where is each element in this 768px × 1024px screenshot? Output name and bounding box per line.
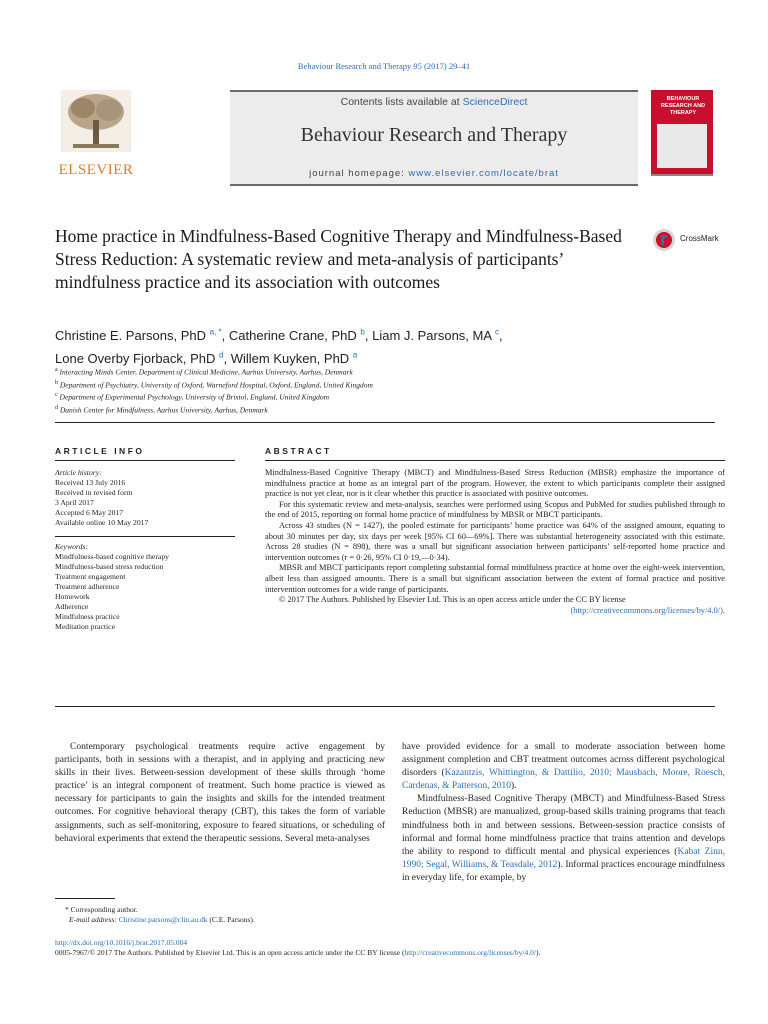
keyword: Meditation practice [55,622,115,631]
crossmark-icon [652,228,676,252]
journal-banner [230,90,638,186]
homepage-line [230,168,638,179]
homepage-prefix: journal homepage: [309,168,405,179]
footnote-rule [55,898,115,899]
abstract-bottom-rule [55,706,715,707]
doi-footer [55,938,715,958]
author[interactable]: Lone Overby Fjorback, PhD $^d$, [55,350,231,366]
keyword: Homework [55,592,90,601]
article-title: Home practice in Mindfulness-Based Cognitive Therapy and Mindfulness-Based Stress Reduction: A systematic review and meta-analysis of participants’ mindfulness practice and its association with outcomes [55,226,622,292]
elsevier-tree-icon [61,90,131,152]
footnote [55,905,355,925]
crossmark-label: CrossMark [680,234,719,243]
abstract-paragraph: Across 43 studies (N = 1427), the pooled estimate for participants’ home practice was 64% of the assigned amount, equating to about 30 minutes per day, six days per week [95% CI 60—69%]. There was substantial heterogeneity associated with this estimate. Across 28 studies (N = 898), there was a small but significant association between participants’ self-reported home practice and intervention outcomes (r = 0·26, 95% CI 0·19,—0·34). [265,520,725,562]
email-link[interactable]: Christine.parsons@clin.au.dk [118,915,208,924]
crossmark-badge[interactable] [652,228,732,258]
doi-link[interactable]: http://dx.doi.org/10.1016/j.brat.2017.05.004 [55,938,188,947]
affiliation: $^d$ Danish Center for Mindfulness, Aarhus University, Aarhus, Denmark [55,404,268,414]
abstract-paragraph: MBSR and MBCT participants report completing substantial formal mindfulness practice at home over the eight-week intervention, albeit less than assigned amounts. There is a small but significant association between the extent of formal practice and positive intervention outcomes for a wide range of participants. [265,563,725,594]
citation-link[interactable]: Kabat Zinn, 1990; Segal, Williams, & Teasdale, 2012 [402,846,725,870]
body-paragraph: Mindfulness-Based Cognitive Therapy (MBCT) and Mindfulness-Based Stress Reduction (MBSR) are manualized, group-based skills training programs that teach mindfulness both in and between sessions. Between-session practice consists of informal and formal home mindfulness practice that trains attention and develops the ability to respond to difficult mental and physical experiences (Kabat Zinn, 1990; Segal, Williams, & Teasdale, 2012). Informal practices encourage mindfulness in everyday life, for example, by [402,794,725,883]
abstract-paragraph: For this systematic review and meta-analysis, searches were performed using Scopus and PubMed for studies published through to the end of 2015, reporting on formal home practice of mindfulness by MBSR or MBCT participants. [265,499,725,520]
keyword: Mindfulness-based stress reduction [55,562,164,571]
body-paragraph: have provided evidence for a small to moderate association between home assignment completion and CBT treatment outcomes across different psychological disorders (Kazantzis, Whittington, & Dattilio, 2010; Mausbach, Moore, Roesch, Cardenas, & Patterson, 2010). [402,742,725,792]
author[interactable]: Christine E. Parsons, PhD $^{a, *}$, [55,328,229,344]
article-info [55,468,225,632]
author[interactable]: Liam J. Parsons, MA $^c$, [372,328,503,344]
info-divider [55,536,235,537]
contents-line [230,96,638,108]
license-link-line [265,606,725,617]
history-item: Received 13 July 2016 [55,478,126,487]
keyword: Mindfulness practice [55,612,120,621]
footer-license-link[interactable]: http://creativecommons.org/licenses/by/4.0/ [404,948,536,957]
keyword: Treatment adherence [55,582,120,591]
affiliation: $^c$ Department of Experimental Psychology, University of Bristol, England, United Kingdom [55,392,330,402]
journal-masthead [55,90,713,186]
affiliation-marker[interactable]: a [352,350,358,360]
history-item: Available online 10 May 2017 [55,518,149,527]
affiliation-marker[interactable]: c [494,328,499,337]
body-column-left [55,741,385,846]
journal-title: Behaviour Research and Therapy [300,124,568,146]
email-line: E-mail address: Christine.parsons@clin.au.dk (C.E. Parsons). [69,915,255,924]
citation-link[interactable]: Kazantzis, Whittington, & Dattilio, 2010; Mausbach, Moore, Roesch, Cardenas, & Patterson, 2010 [402,768,725,792]
affiliation-list [55,365,695,415]
keywords-label: Keywords: [55,542,89,551]
header-rule [55,422,715,423]
keyword: Treatment engagement [55,572,126,581]
history-label: Article history: [55,468,102,477]
info-rule [55,460,235,461]
keyword: Adherence [55,602,89,611]
corresponding-author-note: * Corresponding author. [65,905,138,914]
affiliation-marker[interactable]: b [360,328,365,337]
license-statement: © 2017 The Authors. Published by Elsevier Ltd. This is an open access article under the CC BY license [279,595,626,605]
author[interactable]: Catherine Crane, PhD $^b$, [228,328,373,344]
cover-title: BEHAVIOUR RESEARCH AND THERAPY [660,96,706,116]
publisher-name: ELSEVIER [58,162,134,178]
license-link[interactable]: (http://creativecommons.org/licenses/by/4.0/). [570,605,725,615]
history-item: Received in revised form [55,488,133,497]
affiliation-marker[interactable]: d [219,350,224,360]
homepage-link[interactable]: www.elsevier.com/locate/brat [408,168,559,179]
elsevier-logo[interactable] [55,90,137,186]
cover-image [657,124,707,168]
keyword: Mindfulness-based cognitive therapy [55,552,170,561]
running-head[interactable]: Behaviour Research and Therapy 95 (2017) 29–41 [297,61,471,71]
affiliation: $^a$ Interacting Minds Center, Department of Clinical Medicine, Aarhus University, Aarhus, Denmark [55,367,353,377]
sciencedirect-link[interactable]: ScienceDirect [462,96,528,108]
history-item: 3 April 2017 [55,498,94,507]
body-paragraph: Contemporary psychological treatments require active engagement by participants, both in sessions with a therapist, and in applying and practicing new skills in their lives. Between-session development of these skills through ‘home practice’ is an integral component of treatment. Such home practice is viewed as necessary for participants to gain the insights and skills for the intended treatment outcomes. For cognitive behavioral therapy (CBT), this takes the form of variable assignments, such as self-monitoring, exposure to feared situations, or scheduling of behavioral experiments that extend the therapeutic sessions. Several meta-analyses [55,742,385,844]
history-item: Accepted 6 May 2017 [55,508,124,517]
abstract-rule [265,460,725,461]
body-column-right [402,741,725,885]
affiliation-marker[interactable]: a, * [209,328,222,337]
abstract-heading: ABSTRACT [265,446,332,456]
article-info-heading: ARTICLE INFO [55,446,145,456]
issn-line: 0005-7967/© 2017 The Authors. Published by Elsevier Ltd. This is an open access article under the CC BY license (http://creativecommons.org/licenses/by/4.0/). [55,948,541,957]
journal-cover-thumbnail[interactable] [651,90,713,176]
abstract-paragraph: Mindfulness-Based Cognitive Therapy (MBCT) and Mindfulness-Based Stress Reduction (MBSR) emphasize the importance of mindfulness practice at home as an integral part of the program. However, the extent to which participants complete their assigned practice is not yet clear, nor is it clear whether this practice is associated with positive outcomes. [265,468,725,499]
author-list [55,323,695,368]
contents-prefix: Contents lists available at [340,96,460,108]
affiliation: $^b$ Department of Psychiatry, University of Oxford, Warneford Hospital, Oxford, England, United Kingdom [55,379,373,389]
abstract [265,468,725,616]
author[interactable]: Willem Kuyken, PhD $^a$ [230,350,358,366]
